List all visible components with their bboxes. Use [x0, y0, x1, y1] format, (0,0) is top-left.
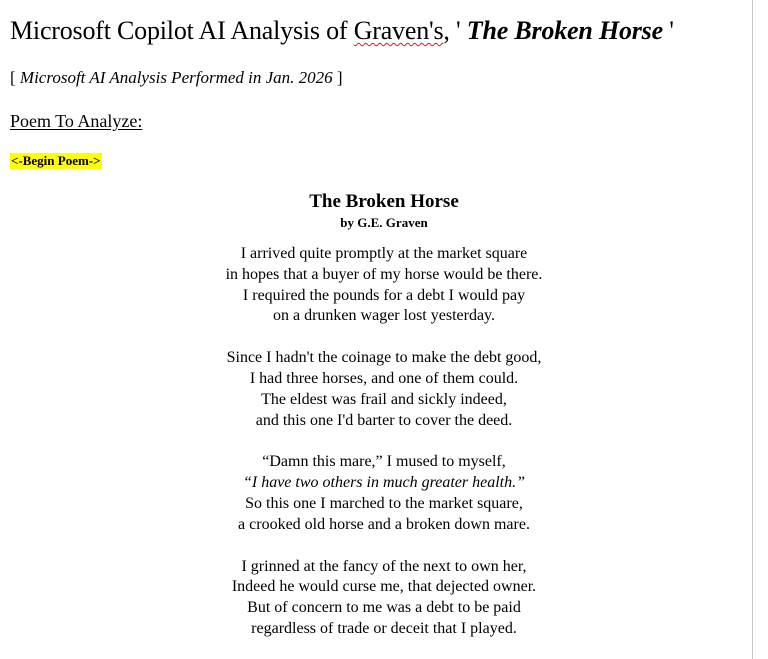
stanza-1 [0, 244, 768, 327]
poem-author: by G.E. Graven [340, 215, 428, 230]
stanza-4 [0, 557, 768, 640]
poem-line: on a drunken wager lost yesterday. [273, 307, 495, 325]
poem-line: a crooked old horse and a broken down mare. [238, 515, 530, 533]
poem-line: Indeed he would curse me, that dejected owner. [231, 578, 537, 596]
poem-line-quote: “Damn this mare,” [262, 453, 383, 471]
subtitle-text: Microsoft AI Analysis Performed in Jan. 2026 [19, 68, 333, 87]
poem-line: and this one I'd barter to cover the deed. [255, 411, 513, 429]
begin-poem-marker: <-Begin Poem-> [11, 153, 101, 168]
poem-line [0, 452, 768, 473]
poem-line: I required the pounds for a debt I would pay [242, 286, 526, 304]
analysis-date-note [10, 68, 343, 88]
poem-line [0, 473, 768, 494]
subtitle-open-bracket: [ [10, 68, 20, 87]
poem-line: regardless of trade or deceit that I played. [251, 619, 517, 637]
poem-line: I arrived quite promptly at the market square [240, 245, 528, 262]
poem-line: Since I hadn't the coinage to make the debt good, [226, 349, 542, 367]
poem-body [0, 190, 768, 659]
poem-line: in hopes that a buyer of my horse would be there. [225, 265, 543, 283]
document-title [10, 16, 674, 46]
poem-to-analyze-heading: Poem To Analyze: [10, 111, 143, 131]
poem-line: I grinned at the fancy of the next to own her, [241, 557, 527, 575]
poem-line-italic: “I have two others in much greater health.” [242, 474, 526, 492]
stanza-2 [0, 348, 768, 431]
subtitle-close-bracket: ] [332, 68, 343, 87]
poem-line: So this one I marched to the market square, [245, 494, 523, 512]
poem-line: The eldest was frail and sickly indeed, [261, 390, 507, 408]
poem-line-rest: I mused to myself, [382, 453, 506, 471]
poem-line: But of concern to me was a debt to be paid [247, 599, 521, 617]
title-prefix: Microsoft Copilot AI Analysis of [10, 16, 354, 45]
title-author-misspelled: Graven's [353, 16, 444, 45]
title-suffix: ' [662, 16, 674, 45]
title-poem-name: The Broken Horse [466, 16, 663, 45]
poem-line: I had three horses, and one of them could. [249, 369, 519, 387]
title-separator: , ' [443, 16, 467, 45]
stanza-3 [0, 452, 768, 535]
poem-title: The Broken Horse [309, 191, 459, 212]
